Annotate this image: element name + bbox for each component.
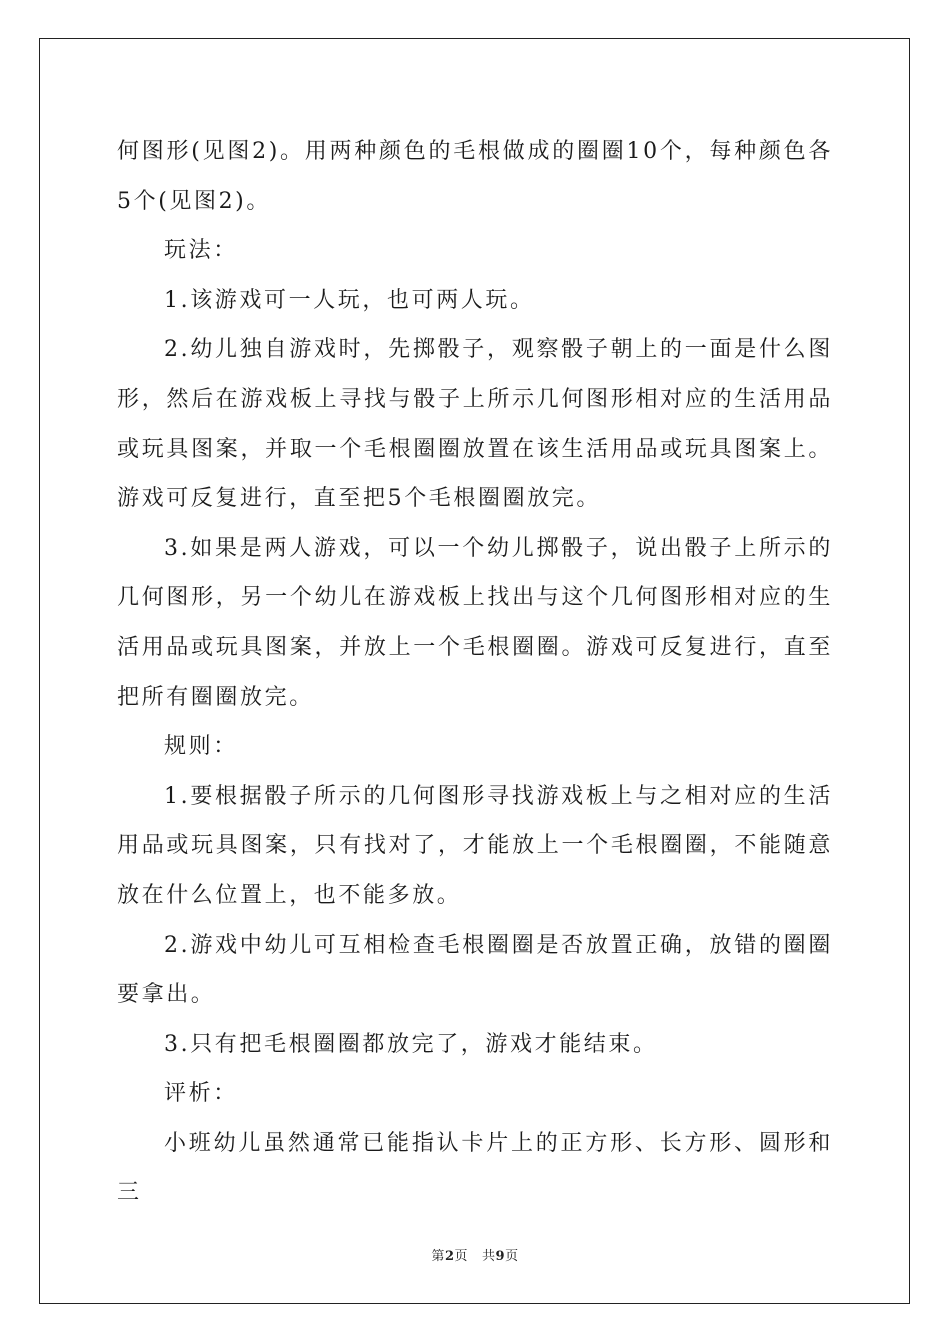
paragraph: 1.该游戏可一人玩，也可两人玩。: [164, 287, 535, 313]
page-footer: [0, 1245, 950, 1264]
paragraph: 何图形(见图2)。用两种颜色的毛根做成的圈圈10个，每种颜色各5个(见图2)。: [117, 139, 833, 214]
paragraph: 小班幼儿虽然通常已能指认卡片上的正方形、长方形、圆形和三: [117, 1130, 833, 1206]
paragraph: 3.如果是两人游戏，可以一个幼儿掷骰子，说出骰子上所示的几何图形，另一个幼儿在游戏板上找出与这个几何图形相对应的生活用品或玩具图案，并放上一个毛根圈圈。游戏可反复进行，直至把所有圈圈放完。: [117, 535, 833, 710]
section-heading-analysis: 评析：: [164, 1081, 238, 1107]
page-total: 9: [495, 1249, 506, 1264]
total-suffix: 页: [505, 1249, 519, 1264]
page-suffix: 页: [454, 1249, 468, 1264]
paragraph: 2.游戏中幼儿可互相检查毛根圈圈是否放置正确，放错的圈圈要拿出。: [117, 932, 833, 1008]
section-heading-gameplay: 玩法：: [164, 238, 238, 264]
page-prefix: 第: [431, 1249, 445, 1264]
paragraph: 2.幼儿独自游戏时，先掷骰子，观察骰子朝上的一面是什么图形，然后在游戏板上寻找与骰子上所示几何图形相对应的生活用品或玩具图案，并取一个毛根圈圈放置在该生活用品或玩具图案上。游戏可反复进行，直至把5个毛根圈圈放完。: [117, 337, 833, 512]
document-body: [117, 127, 833, 1218]
page-number: 2: [444, 1249, 455, 1264]
paragraph: 3.只有把毛根圈圈都放完了，游戏才能结束。: [164, 1031, 658, 1057]
total-prefix: 共: [482, 1249, 496, 1264]
section-heading-rules: 规则：: [164, 734, 238, 760]
paragraph: 1.要根据骰子所示的几何图形寻找游戏板上与之相对应的生活用品或玩具图案，只有找对了，才能放上一个毛根圈圈，不能随意放在什么位置上，也不能多放。: [117, 783, 833, 908]
